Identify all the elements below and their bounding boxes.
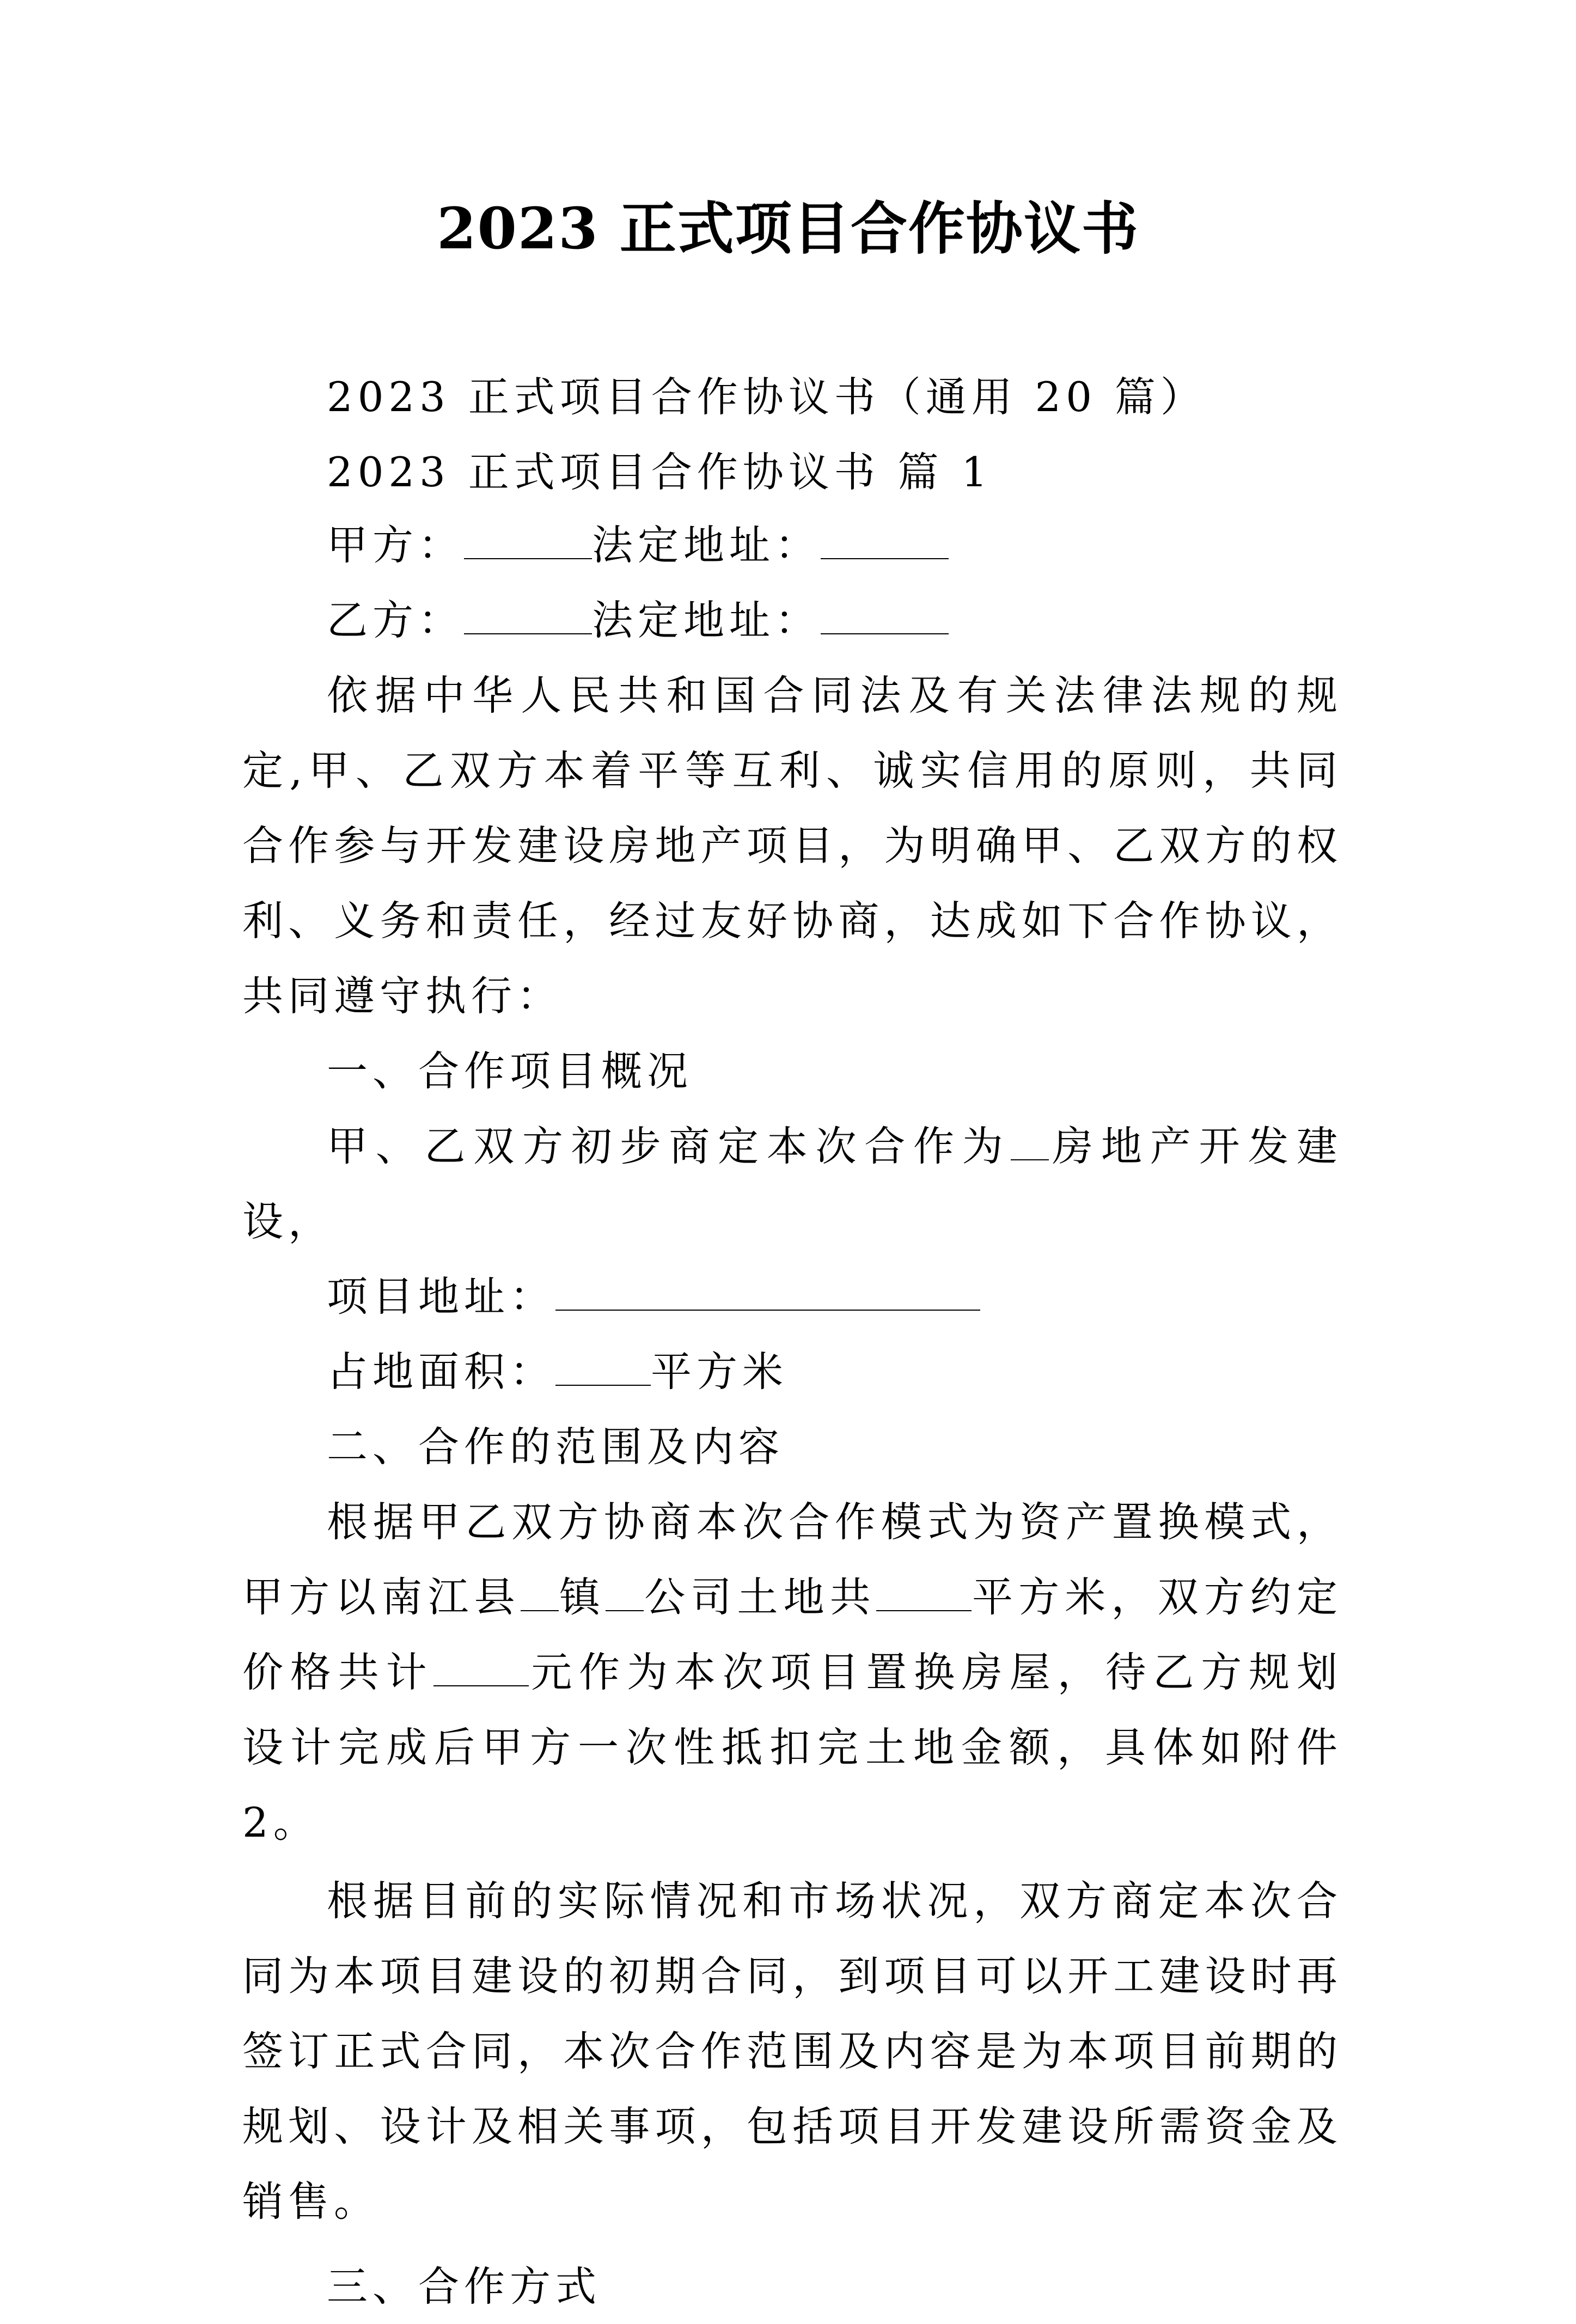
section2-p1-text-a: 根据甲乙双方协商本次合作模式为资产置换模式，甲方以南江县 — [242, 1498, 1342, 1621]
land-area-line — [242, 1334, 1342, 1409]
section2-paragraph-1 — [242, 1484, 1342, 1860]
section-header: 2023 正式项目合作协议书 篇 1 — [327, 448, 993, 496]
party-b-line — [242, 583, 1342, 658]
document-title: 2023 正式项目合作协议书 — [437, 195, 1139, 262]
section2-p1-text-b: 镇 — [558, 1573, 606, 1621]
section2-p1-text-d: 平方米，双方约定价格共计 — [242, 1573, 1342, 1696]
section1-heading: 一、合作项目概况 — [327, 1047, 693, 1095]
land-sqm-blank — [876, 1571, 972, 1611]
section1-line1-text-b: 房地产开发建设， — [242, 1122, 1342, 1245]
section2-p1-text-e: 元作为本次项目置换房屋，待乙方规划设计完成后甲方一次性抵扣完土地金额，具体如附件 2。 — [242, 1648, 1342, 1846]
land-area-label: 占地面积： — [327, 1348, 556, 1396]
party-b-address-blank — [821, 595, 949, 634]
party-b-name-blank — [464, 595, 592, 634]
party-a-label: 甲方： — [327, 521, 465, 569]
section1-line1 — [242, 1109, 1342, 1259]
party-a-address-blank — [821, 519, 949, 559]
project-address-line — [242, 1259, 1342, 1334]
party-a-name-blank — [464, 519, 592, 559]
subtitle: 2023 正式项目合作协议书（通用 20 篇） — [327, 373, 1206, 421]
project-name-blank — [1011, 1121, 1049, 1160]
project-address-label: 项目地址： — [327, 1273, 556, 1320]
party-a-line — [242, 507, 1342, 583]
section3-heading: 三、合作方式 — [327, 2262, 602, 2310]
section2-paragraph-2: 根据目前的实际情况和市场状况，双方商定本次合同为本项目建设的初期合同，到项目可以开工建设时再签订正式合同，本次合作范围及内容是为本项目前期的规划、设计及相关事项，包括项目开发建设所需资金及销售。 — [242, 1877, 1342, 2225]
price-blank — [433, 1647, 529, 1686]
party-a-address-label: 法定地址： — [592, 521, 821, 569]
land-area-unit: 平方米 — [651, 1348, 789, 1396]
party-b-address-label: 法定地址： — [592, 596, 821, 644]
section2-heading: 二、合作的范围及内容 — [327, 1423, 785, 1471]
company-blank — [606, 1571, 644, 1611]
project-address-blank — [555, 1271, 980, 1311]
land-area-blank — [555, 1346, 651, 1386]
town-blank — [521, 1571, 559, 1611]
section1-line1-text-a: 甲、乙双方初步商定本次合作为 — [327, 1122, 1011, 1170]
intro-paragraph: 依据中华人民共和国合同法及有关法律法规的规定,甲、乙双方本着平等互利、诚实信用的原则，共同合作参与开发建设房地产项目，为明确甲、乙双方的权利、义务和责任，经过友好协商，达成如下合作协议，共同遵守执行： — [242, 671, 1342, 1020]
document-body — [242, 359, 1342, 2324]
section2-p1-text-c: 公司土地共 — [644, 1573, 876, 1621]
party-b-label: 乙方： — [327, 596, 465, 644]
